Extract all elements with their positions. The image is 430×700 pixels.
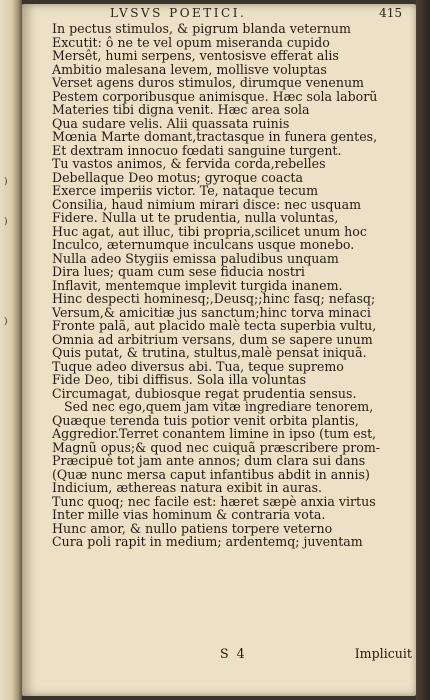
text-line: Et dextram innocuo fœdati sanguine turgent. (52, 142, 342, 158)
margin-mark: ) (4, 317, 8, 327)
text-line: Omnia ad arbitrium versans, dum se sapere unum (52, 331, 373, 347)
text-line: Inflavit, mentemque implevit turgida inanem. (52, 277, 343, 293)
text-line: Huc agat, aut illuc, tibi propria,scilicet unum hoc (52, 223, 367, 239)
text-line: Præcipuè tot jam ante annos; dum clara sui dans (52, 453, 366, 468)
text-line: Hunc amor, & nullo patiens torpere veterno (52, 520, 333, 536)
catchword: Implicuit (354, 646, 412, 661)
text-line: Aggredior.Terret conantem limine in ipso (tum est, (52, 426, 377, 441)
text-line: Inter mille vias hominum & contraria vota. (52, 507, 326, 522)
text-line: Tu vastos animos, & fervida corda,rebelles (52, 156, 326, 171)
text-line: Fronte palã, aut placido malè tecta superbia vultu, (52, 318, 377, 333)
text-line: Fidere. Nulla ut te prudentia, nulla voluntas, (52, 210, 339, 225)
text-line: In pectus stimulos, & pigrum blanda veternum (52, 21, 351, 36)
text-line: Excutit: ô ne te vel opum miseranda cupido (52, 34, 330, 50)
text-line: Ambitio malesana levem, mollisve voluptas (52, 61, 327, 77)
running-head: LVSVS POETICI. (110, 6, 247, 20)
book-page (22, 4, 416, 696)
margin-mark: ) (4, 217, 8, 227)
text-line: Circumagat, dubiosque regat prudentia sensus. (52, 385, 357, 401)
text-line: Verset agens duros stimulos, dirumque venenum (52, 75, 365, 90)
page-edge-shadow (416, 0, 430, 700)
page-header (80, 6, 404, 22)
text-line: Pestem corporibusque animisque. Hæc sola laborũ (52, 88, 378, 104)
text-line: Cura poli rapit in medium; ardentemq; juventam (52, 534, 363, 549)
page-footer (52, 646, 412, 662)
text-line: Dira lues; quam cum sese fiducia nostri (52, 264, 305, 279)
text-line: Fide Deo, tibi diffisus. Sola illa voluntas (52, 372, 307, 387)
text-line: Tuque adeo diversus abi. Tua, teque supremo (52, 358, 344, 374)
text-line: Hinc despecti hominesq;,Deusq;;hinc fasq; nefasq; (52, 291, 376, 306)
text-line: Qua sudare velis. Alii quassata ruinis (52, 115, 290, 131)
text-line: Nulla adeo Stygiis emissa paludibus unquam (52, 250, 339, 266)
text-line: Exerce imperiis victor. Te, nataque tecum (52, 183, 319, 198)
text-line: Mersêt, humi serpens, ventosisve efferat alis (52, 48, 339, 63)
text-line: Quæque terenda tuis potior venit orbita plantis, (52, 412, 359, 428)
text-line: Tunc quoq; nec facile est: hæret sæpè anxia virtus (52, 493, 376, 509)
text-line: Versum,& amicitiæ jus sanctum;hinc torva minaci (52, 304, 371, 320)
text-line: Inculco, æternumque inculcans usque monebo. (52, 237, 355, 252)
page-number: 415 (379, 6, 402, 20)
text-line: Mœnia Marte domant,tractasque in funera gentes, (52, 129, 378, 144)
text-line: (Quæ nunc mersa caput infantibus abdit in annis) (52, 466, 370, 482)
text-line: Consilia, haud nimium mirari disce: nec usquam (52, 196, 362, 212)
margin-mark: ) (4, 177, 8, 187)
text-line: Sed nec ego,quem jam vitæ ingrediare tenorem, (64, 399, 374, 414)
text-line: Materies tibi digna venit. Hæc area sola (52, 102, 310, 117)
text-line: Quis putat, & trutina, stultus,malè pensat iniquã. (52, 345, 367, 360)
signature-mark: S 4 (220, 646, 247, 661)
text-line: Indicium, æthereas natura exibit in auras. (52, 480, 323, 495)
facing-page-edge (2, 0, 16, 700)
poem-text (52, 22, 412, 549)
text-line: Magnũ opus;& quod nec cuiquã præscribere prom- (52, 439, 381, 455)
text-line: Debellaque Deo motus; gyroque coacta (52, 169, 303, 185)
